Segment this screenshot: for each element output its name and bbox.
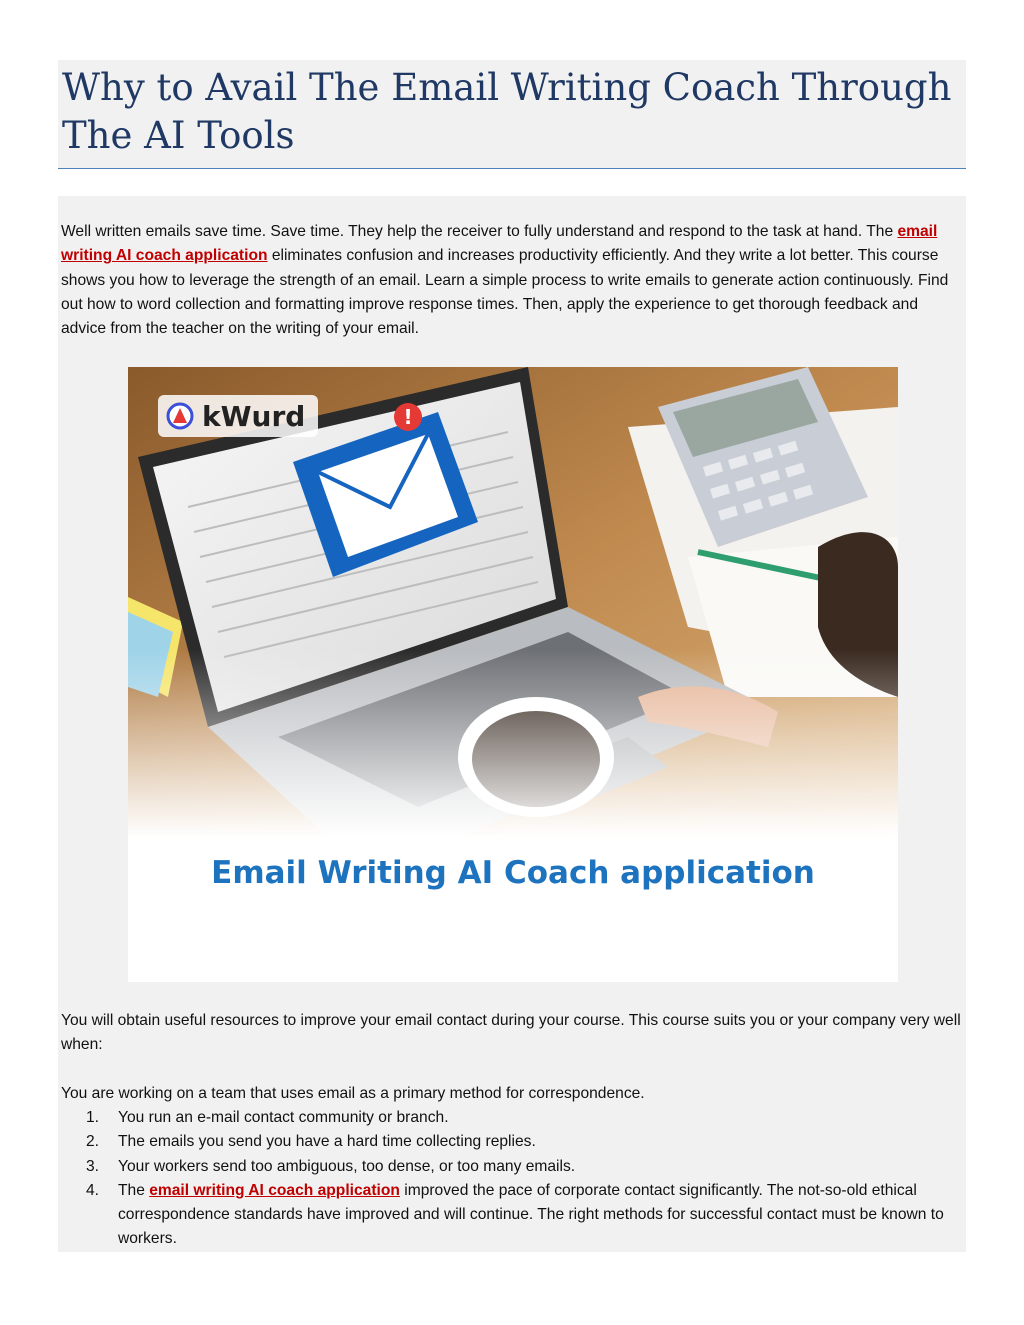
team-paragraph: You are working on a team that uses email as a primary method for correspondence. (61, 1085, 645, 1102)
coach-app-link[interactable]: email writing AI coach application (61, 223, 938, 265)
list-number: 4. (86, 1181, 100, 1199)
list-number: 2. (86, 1133, 100, 1151)
list-text-start: The (118, 1181, 150, 1199)
list-text: Your workers send too ambiguous, too dense, or too many emails. (118, 1157, 576, 1175)
intro-paragraph (61, 220, 963, 341)
figure-caption: Email Writing AI Coach application (211, 855, 815, 891)
body-panel (58, 196, 966, 1252)
coach-app-link-2[interactable]: email writing AI coach application (149, 1181, 400, 1199)
promo-image (128, 367, 898, 982)
list-text: You run an e-mail contact community or branch. (118, 1109, 449, 1126)
list-text (118, 1179, 958, 1252)
list-text-end: improved the pace of corporate contact significantly. The not-so-old ethical correspondence standards have improved and will continue. The right methods for successful contact must be known to workers. (118, 1181, 944, 1248)
numbered-list (58, 1106, 966, 1252)
page-title: Why to Avail The Email Writing Coach Through The AI Tools (62, 66, 952, 157)
list-number: 1. (86, 1109, 100, 1126)
intro-text-end: eliminates confusion and increases productivity efficiently. And they write a lot better. This course shows you how to leverage the strength of an email. Learn a simple process to write emails to generate action continuously. Find out how to word collection and formatting improve response times. Then, apply the experience to get thorough feedback and advice from the teacher on the writing of your email. (61, 247, 949, 338)
list-text: The emails you send you have a hard time collecting replies. (118, 1133, 536, 1151)
list-number: 3. (86, 1157, 100, 1175)
title-panel (58, 60, 966, 169)
intro-text-start: Well written emails save time. Save time. They help the receiver to fully understand and respond to the task at hand. The (61, 223, 898, 240)
resources-paragraph: You will obtain useful resources to improve your email contact during your course. This course suits you or your company very well when: (61, 1012, 961, 1054)
